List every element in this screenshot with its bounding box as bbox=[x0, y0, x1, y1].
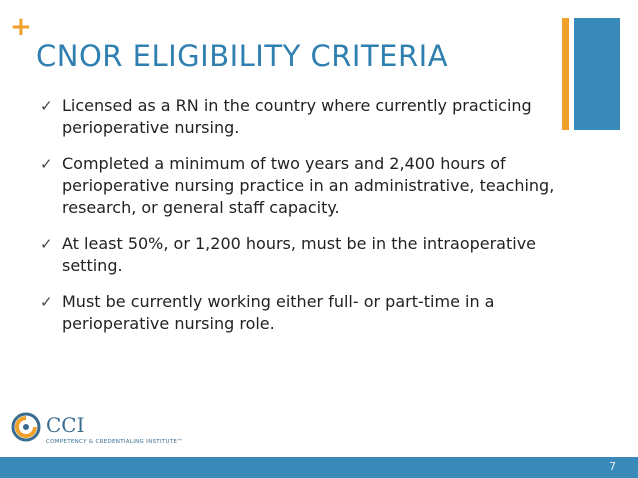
checkmark-icon: ✓ bbox=[40, 235, 53, 253]
orange-accent-bar bbox=[562, 18, 569, 130]
cci-logo-icon bbox=[10, 410, 42, 444]
blue-accent-bar bbox=[574, 18, 620, 130]
checkmark-icon: ✓ bbox=[40, 293, 53, 311]
criteria-text: Completed a minimum of two years and 2,400 hours of perioperative nursing practice in an administrative, teaching, research, or general staff capacity. bbox=[62, 154, 555, 217]
logo-tagline: COMPETENCY & CREDENTIALING INSTITUTE™ bbox=[46, 439, 184, 445]
criteria-item bbox=[40, 291, 560, 335]
criteria-item bbox=[40, 233, 560, 277]
plus-symbol: + bbox=[10, 12, 32, 42]
page-number: 7 bbox=[609, 460, 616, 473]
criteria-item bbox=[40, 95, 560, 139]
checkmark-icon: ✓ bbox=[40, 97, 53, 115]
logo-name: CCI bbox=[46, 413, 85, 437]
footer-bar bbox=[0, 457, 638, 478]
criteria-text: At least 50%, or 1,200 hours, must be in the intraoperative setting. bbox=[62, 234, 537, 275]
criteria-text: Licensed as a RN in the country where currently practicing perioperative nursing. bbox=[62, 96, 532, 137]
slide-title: CNOR ELIGIBILITY CRITERIA bbox=[36, 39, 449, 73]
criteria-list bbox=[40, 95, 560, 349]
cci-logo bbox=[10, 410, 220, 450]
criteria-item bbox=[40, 153, 560, 219]
checkmark-icon: ✓ bbox=[40, 155, 53, 173]
criteria-text: Must be currently working either full- or part-time in a perioperative nursing role. bbox=[62, 292, 495, 333]
